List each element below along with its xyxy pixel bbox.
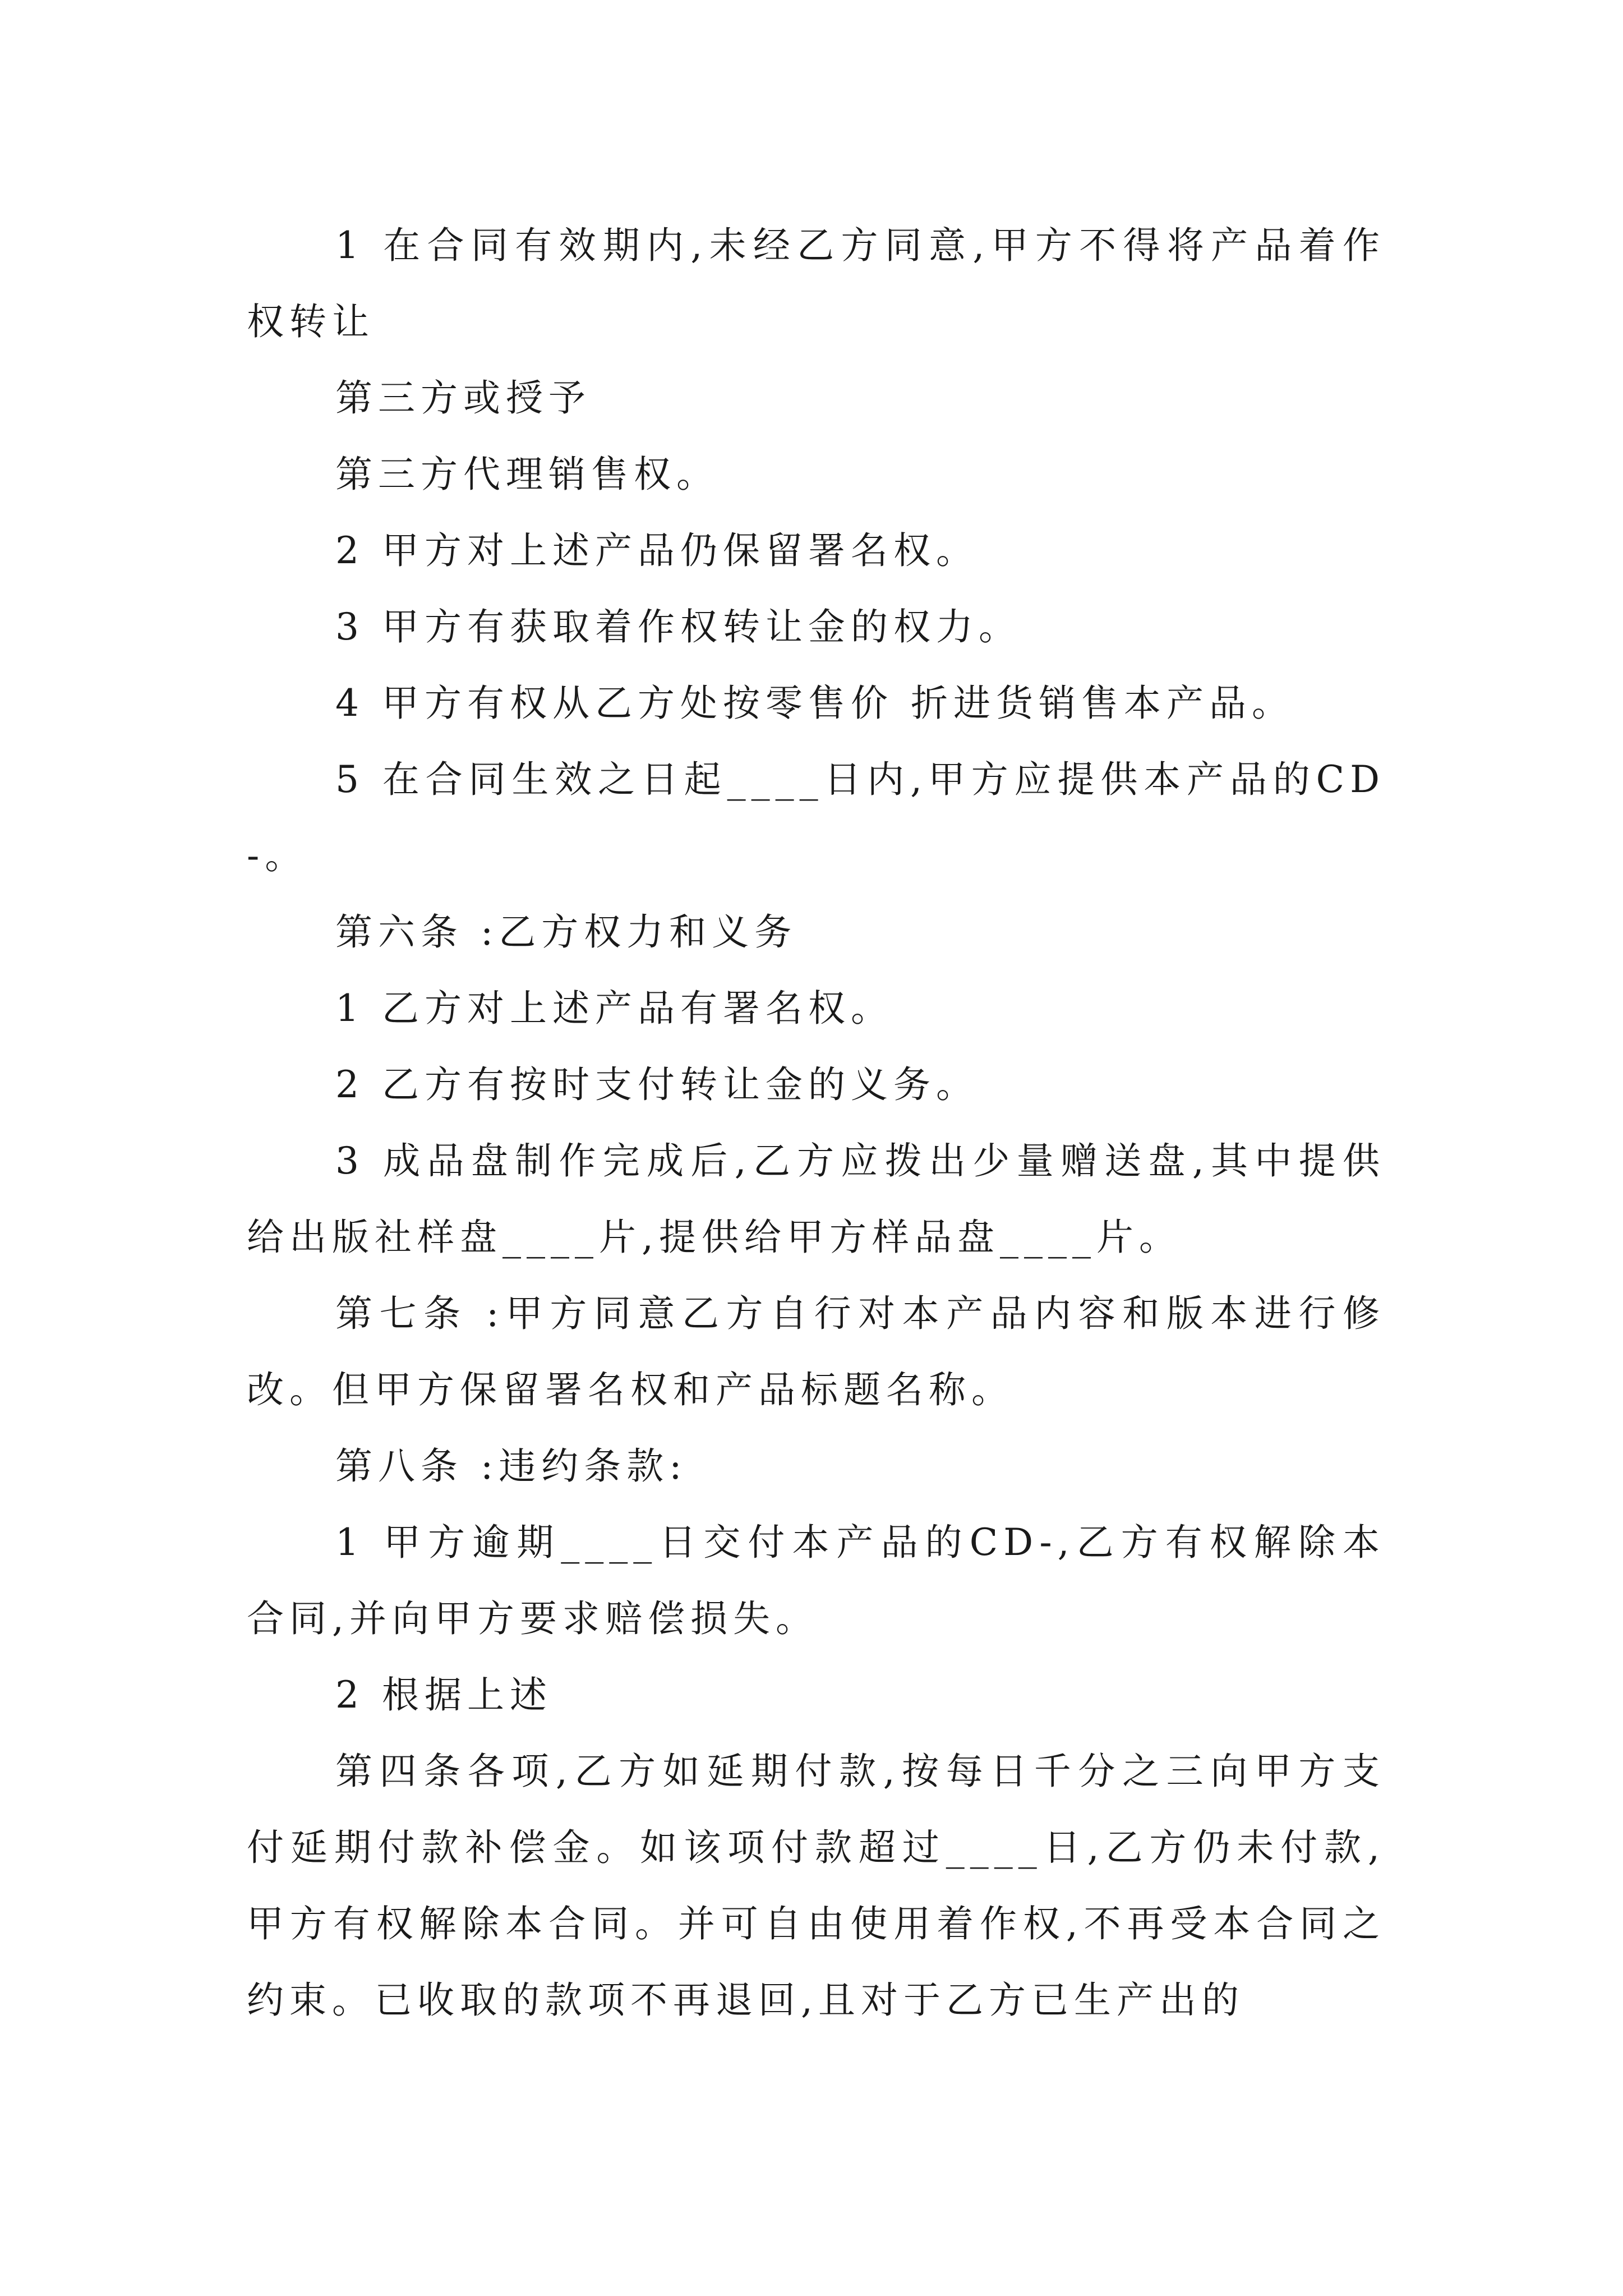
section-heading: 第七条 :甲方同意乙方自行对本产品内容和版本进行修改。但甲方保留署名权和产品标题名称。 bbox=[247, 1292, 1385, 1411]
document-body bbox=[247, 208, 1385, 2039]
paragraph: 2 乙方有按时支付转让金的义务。 bbox=[335, 1063, 979, 1106]
section-heading: 第八条 :违约条款: bbox=[335, 1444, 688, 1488]
paragraph: 2 甲方对上述产品仍保留署名权。 bbox=[335, 529, 979, 572]
paragraph: 第三方代理销售权。 bbox=[335, 453, 719, 496]
paragraph: 1 乙方对上述产品有署名权。 bbox=[335, 987, 893, 1030]
paragraph: 3 成品盘制作完成后,乙方应拨出少量赠送盘,其中提供给出版社样盘____片,提供给甲方样品盘____片。 bbox=[247, 1139, 1385, 1259]
paragraph: 第四条各项,乙方如延期付款,按每日千分之三向甲方支付延期付款补偿金。如该项付款超过____日,乙方仍未付款,甲方有权解除本合同。并可自由使用着作权,不再受本合同之约束。已收取的款项不再退回,且对于乙方已生产出的 bbox=[247, 1750, 1385, 2022]
paragraph: 3 甲方有获取着作权转让金的权力。 bbox=[335, 605, 1021, 648]
paragraph: 5 在合同生效之日起____日内,甲方应提供本产品的CD-。 bbox=[247, 758, 1385, 877]
paragraph: 4 甲方有权从乙方处按零售价 折进货销售本产品。 bbox=[335, 682, 1294, 725]
paragraph: 1 在合同有效期内,未经乙方同意,甲方不得将产品着作权转让 bbox=[247, 224, 1385, 343]
paragraph: 2 根据上述 bbox=[335, 1673, 552, 1717]
paragraph: 第三方或授予 bbox=[335, 376, 591, 420]
section-heading: 第六条 :乙方权力和义务 bbox=[335, 910, 797, 954]
paragraph: 1 甲方逾期____日交付本产品的CD-,乙方有权解除本合同,并向甲方要求赔偿损失。 bbox=[247, 1521, 1385, 1640]
